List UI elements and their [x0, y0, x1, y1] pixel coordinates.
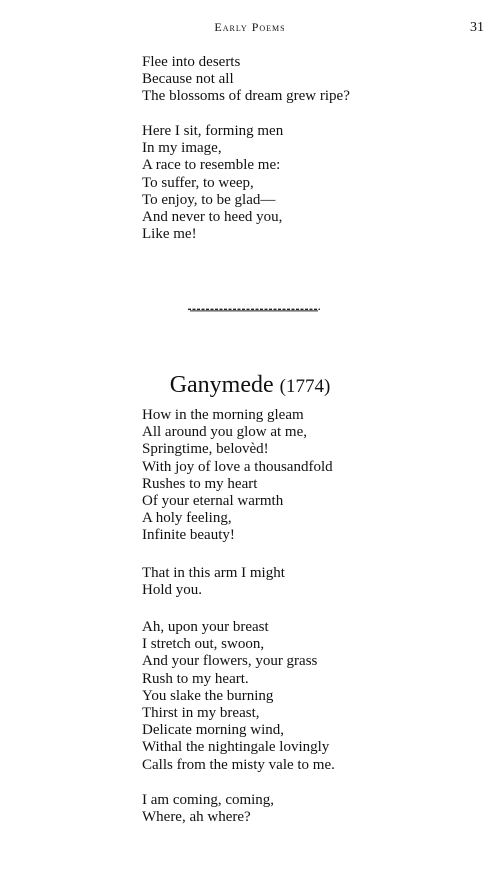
poem-stanza — [142, 407, 472, 545]
poem-line: I stretch out, swoon, — [142, 636, 265, 653]
divider-rule — [188, 308, 320, 312]
poem-stanza — [142, 54, 472, 106]
poem-line: Flee into deserts — [142, 54, 241, 70]
poem-line: The blossoms of dream grew ripe? — [142, 88, 350, 105]
section-divider — [188, 308, 320, 312]
poem-line: You slake the burning — [142, 687, 274, 704]
poem-line: How in the morning gleam — [142, 407, 304, 423]
poem-line: Because not all — [142, 71, 234, 88]
poem-stanza — [142, 619, 472, 774]
poem-line: Withal the nightingale lovingly — [142, 739, 330, 756]
poem-line: With joy of love a thousandfold — [142, 458, 333, 475]
poem-line: And your flowers, your grass — [142, 653, 318, 670]
poem-line: Springtime, belovèd! — [142, 441, 269, 458]
poem-line: Like me! — [142, 226, 197, 243]
poem-line: A holy feeling, — [142, 510, 232, 527]
poem-line: Infinite beauty! — [142, 527, 235, 544]
poem-year: (1774) — [279, 376, 331, 397]
poem-line: Hold you. — [142, 582, 202, 599]
poem-line: To suffer, to weep, — [142, 174, 254, 191]
poem-line: Rushes to my heart — [142, 475, 258, 492]
poem-line: I am coming, coming, — [142, 792, 275, 808]
poem-stanza — [142, 565, 472, 599]
poem-line: And never to heed you, — [142, 209, 283, 226]
poem-line: Of your eternal warmth — [142, 493, 284, 510]
poem-stanza — [142, 792, 472, 826]
poem-title-text: Ganymede — [169, 372, 274, 398]
poem-title — [0, 371, 500, 401]
poem-line: That in this arm I might — [142, 565, 285, 581]
poem-line: Ah, upon your breast — [142, 619, 269, 635]
poem-line: Rush to my heart. — [142, 670, 249, 687]
poem-line: To enjoy, to be glad— — [142, 191, 276, 208]
poem-line: Delicate morning wind, — [142, 722, 285, 739]
poem-line: All around you glow at me, — [142, 424, 307, 441]
poem-line: Thirst in my breast, — [142, 705, 260, 722]
running-head: Early Poems — [214, 20, 286, 34]
poem-line: Calls from the misty vale to me. — [142, 756, 335, 773]
poem-line: In my image, — [142, 140, 222, 157]
page-number: 31 — [470, 20, 484, 35]
poem-line: Here I sit, forming men — [142, 123, 284, 139]
poem-line: A race to resemble me: — [142, 157, 281, 174]
poem-stanza — [142, 123, 472, 243]
poem-line: Where, ah where? — [142, 809, 251, 826]
